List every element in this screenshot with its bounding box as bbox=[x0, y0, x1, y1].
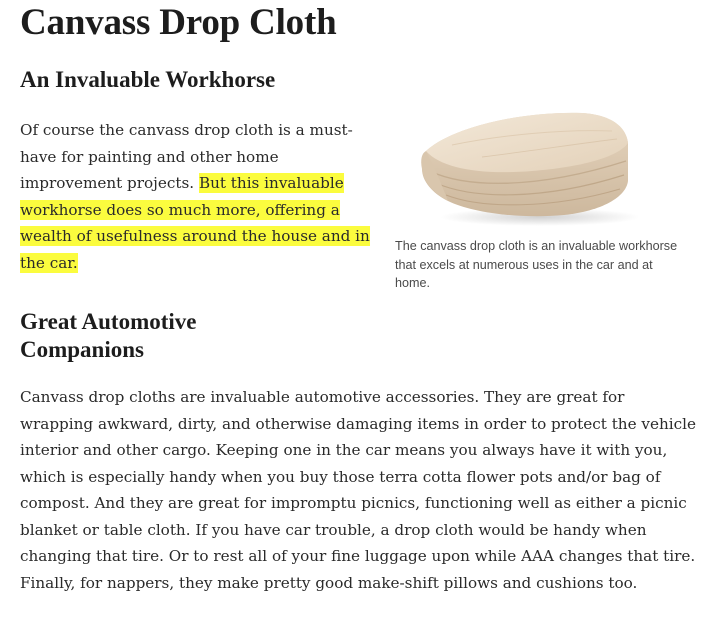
figure bbox=[395, 105, 695, 293]
folded-drop-cloth-image bbox=[412, 105, 638, 227]
highlighted-text: But this invaluable workhorse does so much more, offering a wealth of usefulness around the house and in the car. bbox=[20, 174, 370, 272]
automotive-paragraph: Canvass drop cloths are invaluable automotive accessories. They are great for wrapping awkward, dirty, and otherwise damaging items in order to protect the vehicle interior and other cargo. Keeping one in the car means you always have it with you, which is especially handy when you buy those terra cotta flower pots and/or bag of compost. And they are great for impromptu picnics, functioning well as either a picnic blanket or table cloth. If you have car trouble, a drop cloth would be handy when changing that tire. Or to rest all of your fine luggage upon while AAA changes that tire. Finally, for nappers, they make pretty good make-shift pillows and cushions too. bbox=[20, 388, 696, 592]
intro-paragraph bbox=[20, 117, 370, 276]
figure-caption: The canvass drop cloth is an invaluable workhorse that excels at numerous uses in the car and at home. bbox=[395, 239, 678, 290]
section-heading-automotive: Great Automotive Companions bbox=[20, 309, 197, 362]
section-heading-workhorse: An Invaluable Workhorse bbox=[20, 67, 276, 92]
page-title: Canvass Drop Cloth bbox=[20, 2, 337, 43]
intro-text: Of course the canvass drop cloth is a must-have for painting and other home improvement projects. bbox=[20, 121, 353, 192]
